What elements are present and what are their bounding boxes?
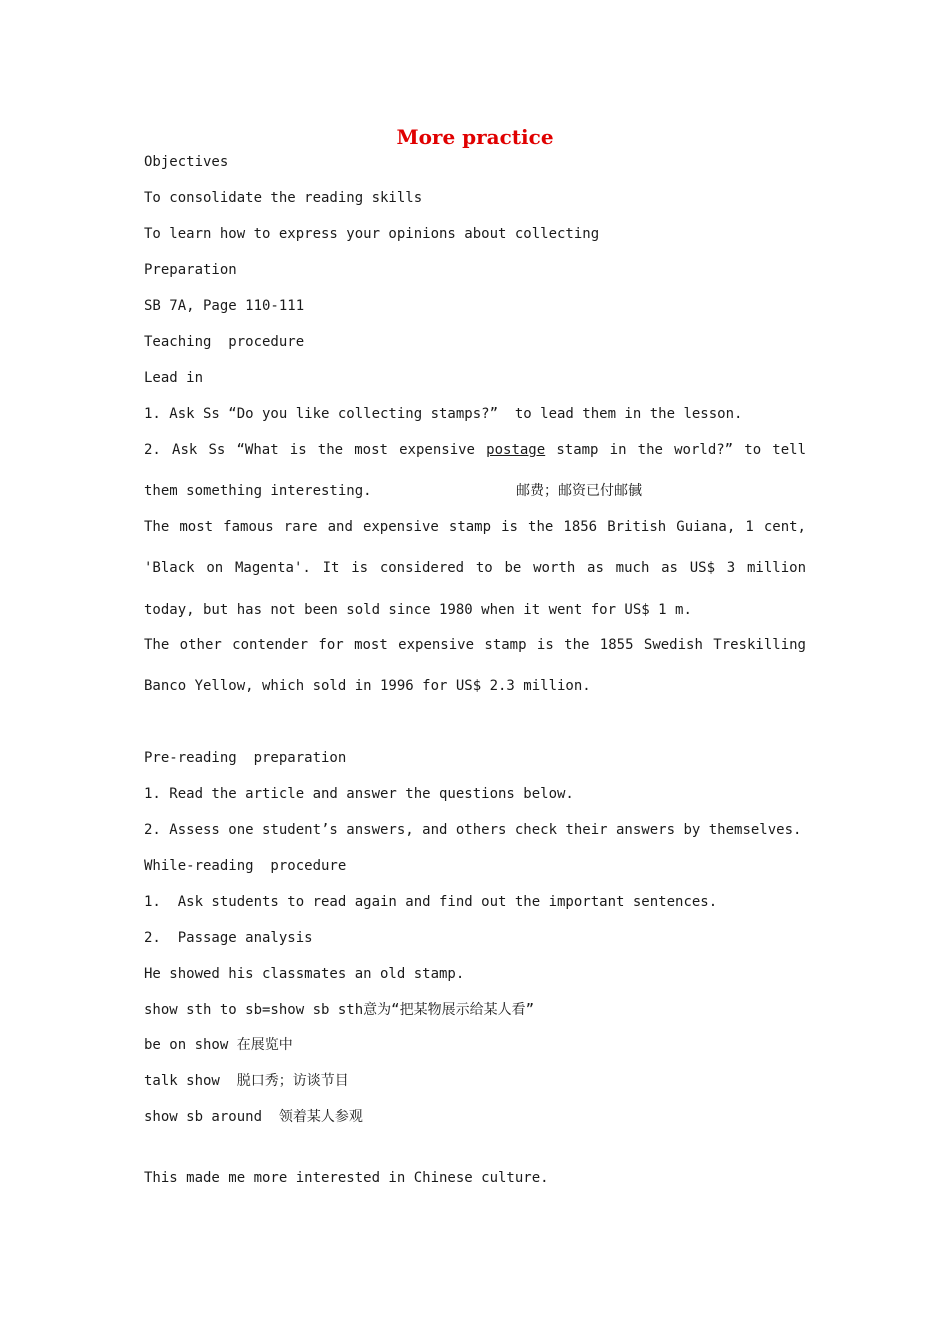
objective-item: To consolidate the reading skills — [144, 190, 423, 206]
preparation-text: SB 7A, Page 110-111 — [144, 298, 305, 314]
paragraph-line: The other contender for most expensive stamp is the 1855 Swedish Treskilling — [144, 637, 806, 653]
q2-before: 2. Ask Ss “What is the most expensive — [144, 442, 487, 458]
lead-in-heading: Lead in — [144, 370, 204, 386]
paragraph-line: today, but has not been sold since 1980 when it went for US$ 1 m. — [144, 602, 692, 618]
paragraph-line: The most famous rare and expensive stamp is the 1856 British Guiana, 1 cent, — [144, 519, 806, 535]
pre-reading-item: 1. Read the article and answer the questions below. — [144, 786, 574, 802]
objectives-heading: Objectives — [144, 154, 229, 170]
pre-reading-item: 2. Assess one student’s answers, and others check their answers by themselves. — [144, 822, 802, 838]
while-reading-item: 1. Ask students to read again and find out the important sentences. — [144, 894, 718, 910]
pre-reading-heading: Pre-reading preparation — [144, 750, 347, 766]
lead-in-question-2 — [144, 440, 806, 460]
postage-gloss: 邮费；邮资已付邮戫 — [516, 483, 642, 499]
paragraph-line: Banco Yellow, which sold in 1996 for US$ 2.3 million. — [144, 678, 591, 694]
paragraph-line: 'Black on Magenta'. It is considered to be worth as much as US$ 3 million — [144, 560, 806, 576]
q2-after: stamp in the world?” to tell — [545, 442, 806, 458]
postage-word: postage — [486, 442, 546, 458]
example-sentence: He showed his classmates an old stamp. — [144, 966, 465, 982]
objective-item: To learn how to express your opinions about collecting — [144, 226, 600, 242]
teaching-procedure-heading: Teaching procedure — [144, 334, 305, 350]
usage-note: talk show 脱口秀；访谈节目 — [144, 1073, 349, 1089]
lead-in-question-2-cont: them something interesting. — [144, 483, 372, 499]
page-title: More practice — [396, 125, 554, 149]
usage-note: be on show 在展览中 — [144, 1037, 293, 1053]
example-sentence: This made me more interested in Chinese culture. — [144, 1170, 549, 1186]
usage-note: show sth to sb=show sb sth意为“把某物展示给某人看” — [144, 1002, 535, 1018]
while-reading-heading: While-reading procedure — [144, 858, 347, 874]
preparation-heading: Preparation — [144, 262, 237, 278]
usage-note: show sb around 领着某人参观 — [144, 1109, 363, 1125]
lead-in-question-1: 1. Ask Ss “Do you like collecting stamps?” to lead them in the lesson. — [144, 406, 743, 422]
while-reading-item: 2. Passage analysis — [144, 930, 313, 946]
